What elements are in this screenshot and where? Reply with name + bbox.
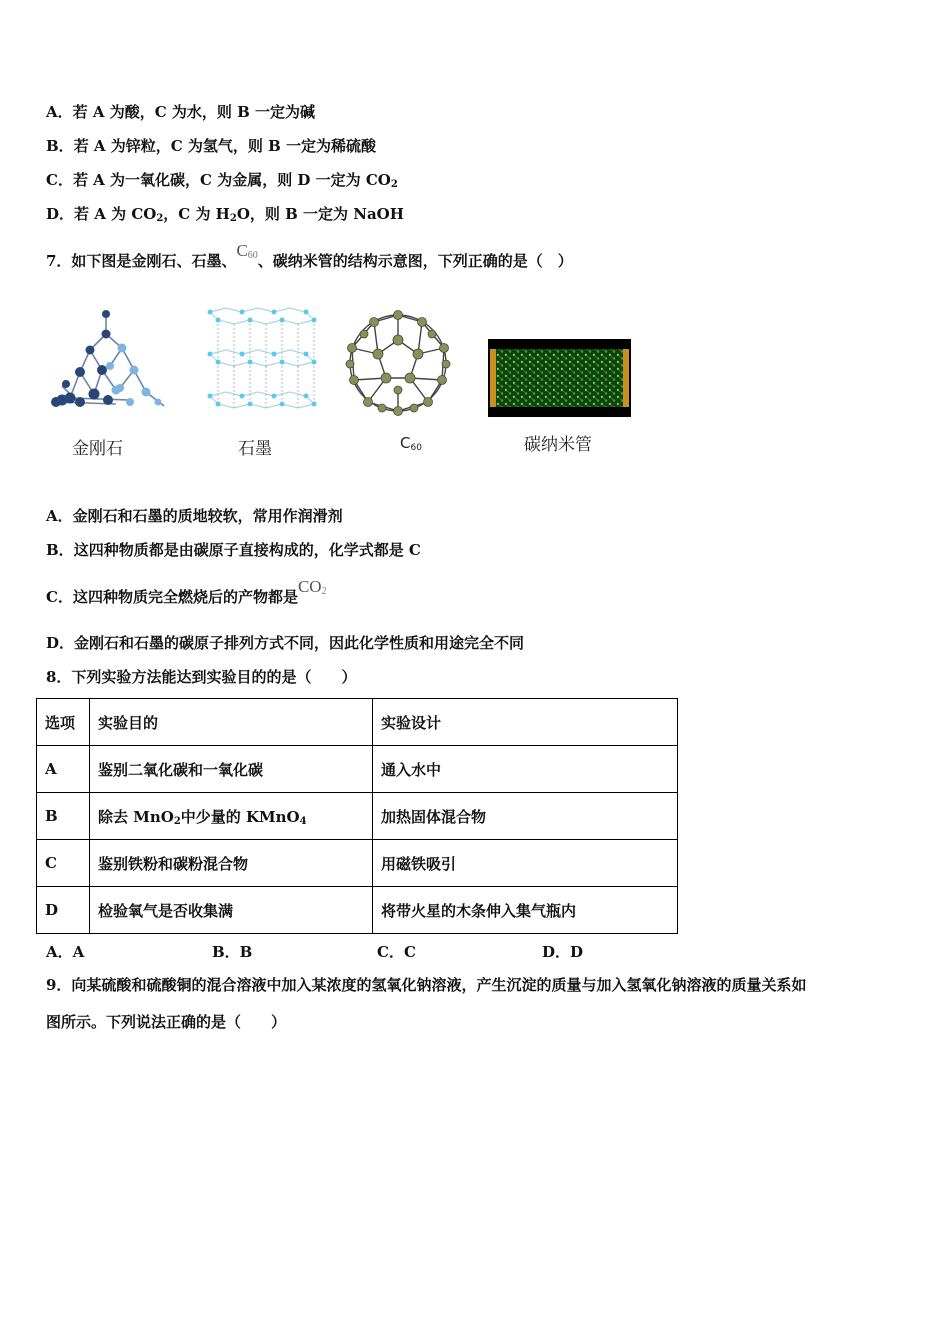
q6-option-a: A．若 A 为酸，C 为水，则 B 一定为碱 <box>46 103 316 121</box>
table-cell-purpose: 鉴别二氧化碳和一氧化碳 <box>90 746 373 793</box>
q7-option-d: D．金刚石和石墨的碳原子排列方式不同，因此化学性质和用途完全不同 <box>46 634 525 652</box>
table-header-cell: 选项 <box>37 699 90 746</box>
table-header-row <box>37 699 678 746</box>
graphite-structure-image <box>204 304 320 414</box>
q7-option-c: C．这四种物质完全燃烧后的产物都是$CO_2$ <box>46 577 327 606</box>
diamond-caption: 金刚石 <box>72 439 123 459</box>
table-cell-purpose: 鉴别铁粉和碳粉混合物 <box>90 840 373 887</box>
q8-answer-c: C．C <box>377 943 416 961</box>
q8-answer-b: B．B <box>212 943 253 961</box>
c60-caption: $C_{60}$ <box>400 434 422 453</box>
q7-option-b: B．这四种物质都是由碳原子直接构成的，化学式都是 C <box>46 541 421 559</box>
q6-option-b: B．若 A 为锌粒，C 为氢气，则 B 一定为稀硫酸 <box>46 137 377 155</box>
table-cell-design: 用磁铁吸引 <box>373 840 678 887</box>
table-cell-option: A <box>37 746 90 793</box>
q9-stem-line2: 图所示。下列说法正确的是（ ） <box>46 1013 287 1031</box>
table-cell-option: B <box>37 793 90 840</box>
nanotube-structure-image <box>488 339 631 417</box>
table-cell-option: D <box>37 887 90 934</box>
c60-formula: $C_{60}$ <box>236 241 258 261</box>
table-header-cell: 实验设计 <box>373 699 678 746</box>
diamond-structure-image <box>50 308 172 414</box>
q6-option-c: C．若 A 为一氧化碳，C 为金属，则 D 一定为 $CO_2$ <box>46 171 398 190</box>
q8-stem: 8．下列实验方法能达到实验目的的是（ ） <box>46 668 357 686</box>
table-row <box>37 793 678 840</box>
q9-stem-line1: 9．向某硫酸和硫酸铜的混合溶液中加入某浓度的氢氧化钠溶液，产生沉淀的质量与加入氢氧化钠溶液的质量关系如 <box>46 976 807 994</box>
graphite-caption: 石墨 <box>238 439 272 459</box>
table-header-cell: 实验目的 <box>90 699 373 746</box>
q7-option-a: A．金刚石和石墨的质地较软，常用作润滑剂 <box>46 507 343 525</box>
q8-answer-a: A．A <box>46 943 85 961</box>
table-row <box>37 840 678 887</box>
table-cell-purpose: 除去 MnO$_2$中少量的 KMnO$_4$ <box>90 793 373 840</box>
table-cell-option: C <box>37 840 90 887</box>
nanotube-caption: 碳纳米管 <box>524 435 592 455</box>
q8-answer-d: D．D <box>542 943 584 961</box>
q7-stem: 7．如下图是金刚石、石墨、$C_{60}$、碳纳米管的结构示意图，下列正确的是（ ） <box>46 241 573 270</box>
q6-option-d: D．若 A 为 $CO_2$，C 为 $H_2O$，则 B 一定为 NaOH <box>46 205 404 224</box>
table-cell-design: 通入水中 <box>373 746 678 793</box>
co2-formula: $CO_2$ <box>297 577 327 597</box>
q8-options-table <box>36 698 678 934</box>
c60-structure-image <box>342 310 454 416</box>
table-cell-purpose: 检验氧气是否收集满 <box>90 887 373 934</box>
table-cell-design: 将带火星的木条伸入集气瓶内 <box>373 887 678 934</box>
table-row <box>37 887 678 934</box>
table-cell-design: 加热固体混合物 <box>373 793 678 840</box>
table-row <box>37 746 678 793</box>
